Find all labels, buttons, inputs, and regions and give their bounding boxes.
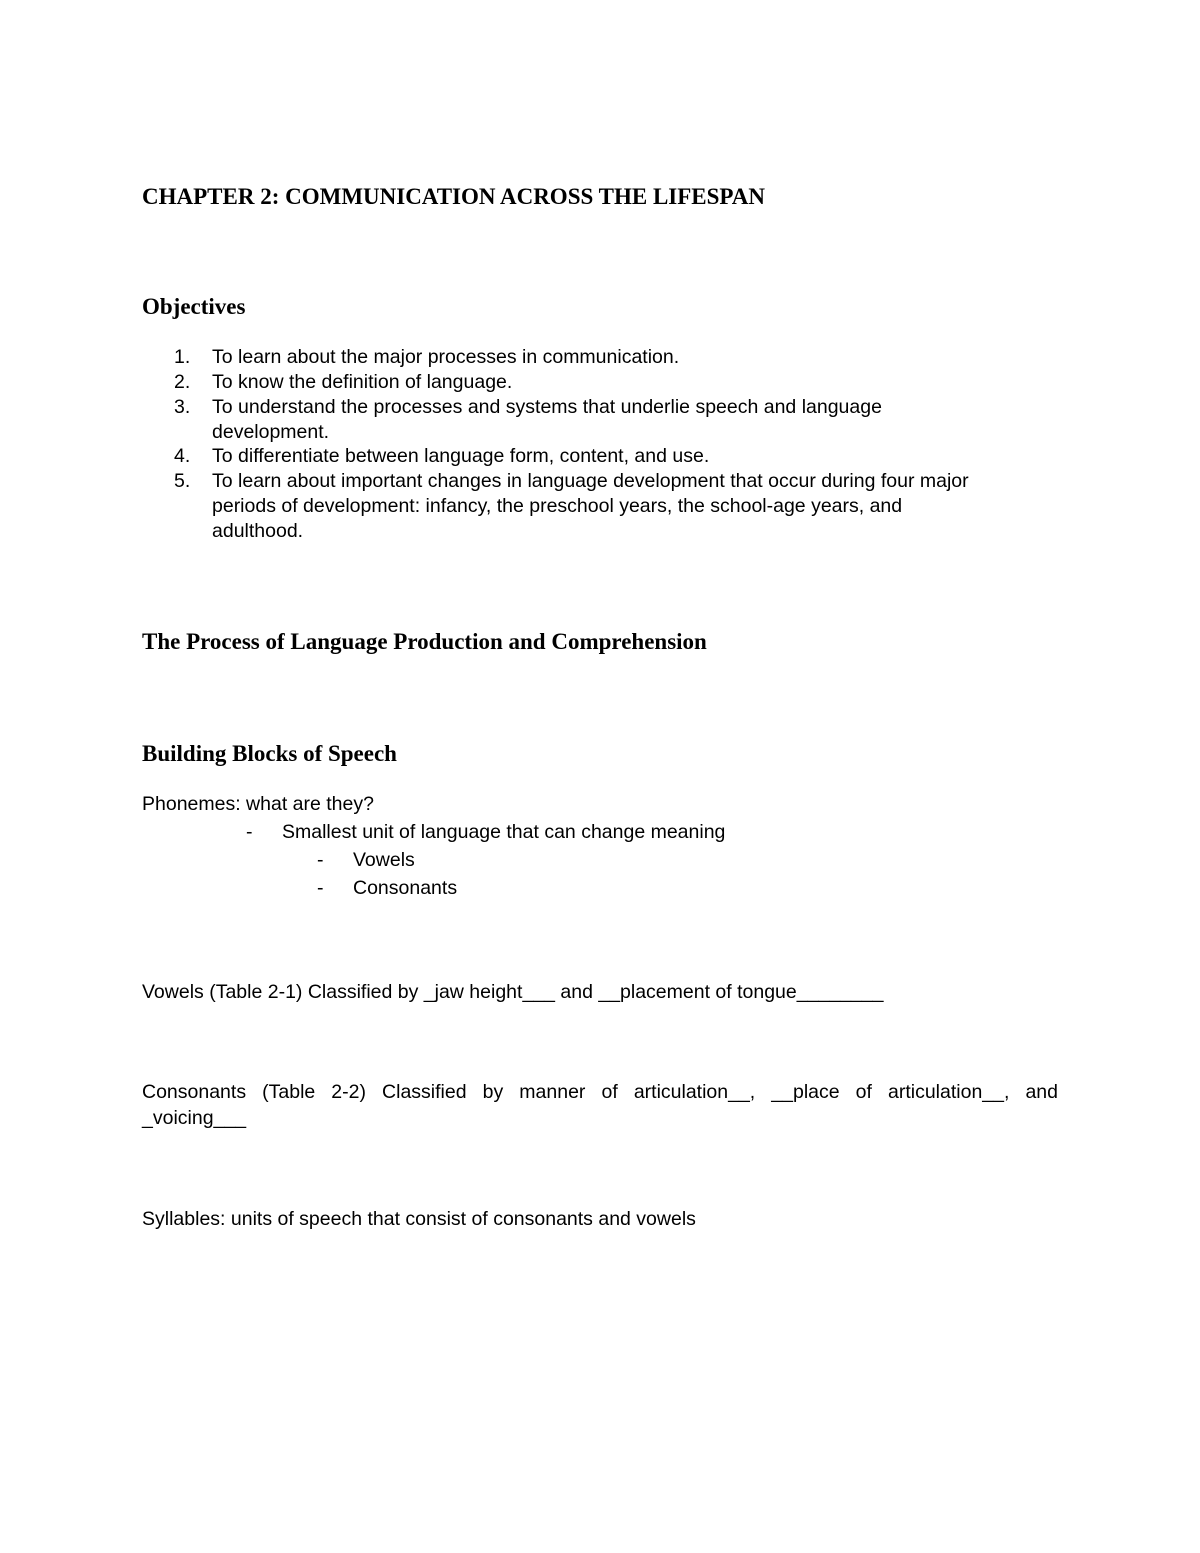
subitem-vowels: Vowels <box>353 849 415 871</box>
objective-text: To learn about the major processes in communication. <box>212 346 680 368</box>
objective-number: 5. <box>174 470 191 492</box>
objective-text-continued: development. <box>212 421 330 443</box>
subitem-consonants: Consonants <box>353 877 458 899</box>
consonants-classification: Consonants (Table 2-2) Classified by manner of articulation__, __place of articulation__, and <box>142 1081 1058 1103</box>
building-blocks-heading: Building Blocks of Speech <box>142 741 397 766</box>
vowels-classification: Vowels (Table 2-1) Classified by _jaw height___ and __placement of tongue________ <box>142 981 884 1003</box>
objective-text: To differentiate between language form, content, and use. <box>212 445 710 467</box>
objective-text-continued: adulthood. <box>212 520 304 542</box>
objective-number: 2. <box>174 371 191 393</box>
objective-text-continued: periods of development: infancy, the preschool years, the school-age years, and <box>212 495 903 517</box>
objective-number: 4. <box>174 445 191 467</box>
bullet-dash: - <box>317 849 324 871</box>
objective-text: To know the definition of language. <box>212 371 513 393</box>
chapter-title: CHAPTER 2: COMMUNICATION ACROSS THE LIFESPAN <box>142 184 765 209</box>
consonants-classification-continued: _voicing___ <box>142 1107 247 1129</box>
bullet-dash: - <box>246 821 253 843</box>
objective-number: 1. <box>174 346 191 368</box>
objectives-heading: Objectives <box>142 294 246 319</box>
phonemes-question: Phonemes: what are they? <box>142 793 374 815</box>
syllables-definition: Syllables: units of speech that consist of consonants and vowels <box>142 1208 696 1230</box>
process-heading: The Process of Language Production and Comprehension <box>142 629 707 654</box>
phonemes-definition: Smallest unit of language that can change meaning <box>282 821 726 843</box>
objective-text: To learn about important changes in language development that occur during four major <box>212 470 969 492</box>
bullet-dash: - <box>317 877 324 899</box>
objective-text: To understand the processes and systems that underlie speech and language <box>212 396 882 418</box>
objective-number: 3. <box>174 396 191 418</box>
